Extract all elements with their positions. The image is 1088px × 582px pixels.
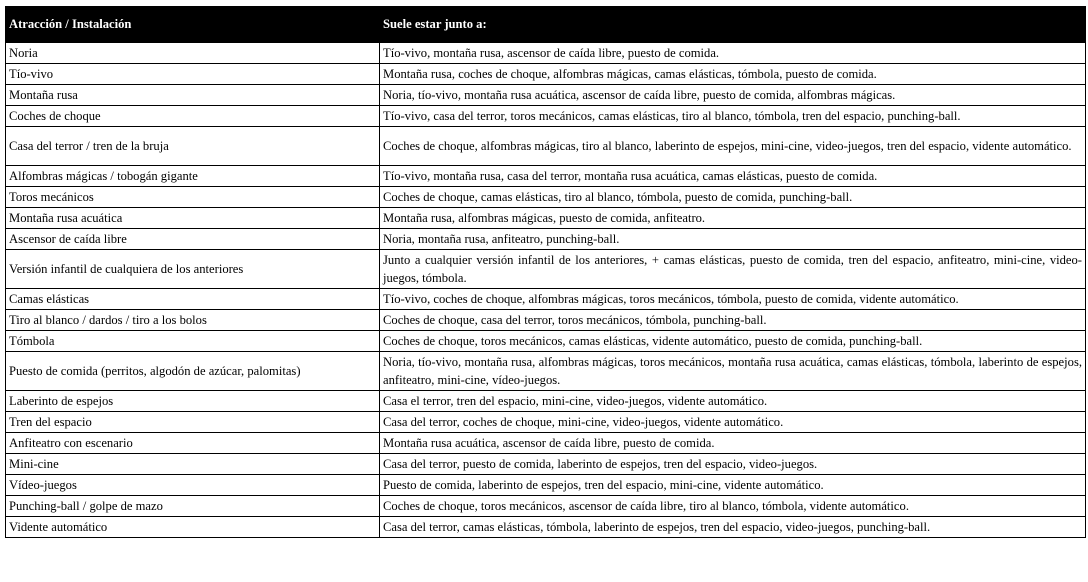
header-row [6,7,1086,43]
table-row [6,496,1086,517]
adjacent-attractions: Coches de choque, camas elásticas, tiro al blanco, tómbola, puesto de comida, punching-ball. [380,187,1086,208]
adjacent-attractions: Coches de choque, alfombras mágicas, tiro al blanco, laberinto de espejos, mini-cine, video-juegos, tren del espacio, vidente automático. [380,127,1086,166]
table-row [6,127,1086,166]
attraction-name: Toros mecánicos [6,187,380,208]
adjacent-attractions: Montaña rusa, alfombras mágicas, puesto de comida, anfiteatro. [380,208,1086,229]
adjacent-attractions: Tío-vivo, casa del terror, toros mecánicos, camas elásticas, tiro al blanco, tómbola, tren del espacio, punching-ball. [380,106,1086,127]
adjacent-attractions: Tío-vivo, coches de choque, alfombras mágicas, toros mecánicos, tómbola, puesto de comida, vidente automático. [380,289,1086,310]
attraction-name: Vidente automático [6,517,380,538]
adjacent-attractions: Casa el terror, tren del espacio, mini-cine, video-juegos, vidente automático. [380,391,1086,412]
table-row [6,517,1086,538]
attraction-name: Tiro al blanco / dardos / tiro a los bolos [6,310,380,331]
adjacent-attractions: Casa del terror, coches de choque, mini-cine, video-juegos, vidente automático. [380,412,1086,433]
table-row [6,454,1086,475]
attraction-name: Alfombras mágicas / tobogán gigante [6,166,380,187]
adjacent-attractions: Casa del terror, puesto de comida, laberinto de espejos, tren del espacio, video-juegos. [380,454,1086,475]
table-row [6,166,1086,187]
adjacent-attractions: Noria, montaña rusa, anfiteatro, punching-ball. [380,229,1086,250]
attraction-name: Tren del espacio [6,412,380,433]
adjacent-attractions: Noria, tío-vivo, montaña rusa, alfombras mágicas, toros mecánicos, montaña rusa acuática, camas elásticas, tómbola, laberinto de espejos, anfiteatro, mini-cine, vídeo-juegos. [380,352,1086,391]
adjacent-attractions: Tío-vivo, montaña rusa, ascensor de caída libre, puesto de comida. [380,43,1086,64]
table-body [6,43,1086,538]
attraction-name: Tío-vivo [6,64,380,85]
attraction-name: Anfiteatro con escenario [6,433,380,454]
attraction-name: Montaña rusa acuática [6,208,380,229]
header-usually-next-to: Suele estar junto a: [380,7,1086,43]
adjacent-attractions: Montaña rusa, coches de choque, alfombras mágicas, camas elásticas, tómbola, puesto de comida. [380,64,1086,85]
attraction-name: Vídeo-juegos [6,475,380,496]
attraction-name: Coches de choque [6,106,380,127]
attractions-table [5,6,1086,538]
table-row [6,289,1086,310]
table-row [6,43,1086,64]
adjacent-attractions: Coches de choque, toros mecánicos, ascensor de caída libre, tiro al blanco, tómbola, vidente automático. [380,496,1086,517]
adjacent-attractions: Casa del terror, camas elásticas, tómbola, laberinto de espejos, tren del espacio, video-juegos, punching-ball. [380,517,1086,538]
attraction-name: Puesto de comida (perritos, algodón de azúcar, palomitas) [6,352,380,391]
attraction-name: Montaña rusa [6,85,380,106]
table-header [6,7,1086,43]
table-row [6,391,1086,412]
attraction-name: Versión infantil de cualquiera de los anteriores [6,250,380,289]
table-row [6,412,1086,433]
adjacent-attractions: Tío-vivo, montaña rusa, casa del terror, montaña rusa acuática, camas elásticas, puesto de comida. [380,166,1086,187]
table-row [6,352,1086,391]
table-row [6,331,1086,352]
attractions-table-container [5,6,1086,538]
table-row [6,250,1086,289]
attraction-name: Mini-cine [6,454,380,475]
attraction-name: Noria [6,43,380,64]
attraction-name: Tómbola [6,331,380,352]
adjacent-attractions: Coches de choque, casa del terror, toros mecánicos, tómbola, punching-ball. [380,310,1086,331]
table-row [6,475,1086,496]
adjacent-attractions: Noria, tío-vivo, montaña rusa acuática, ascensor de caída libre, puesto de comida, alfombras mágicas. [380,85,1086,106]
adjacent-attractions: Puesto de comida, laberinto de espejos, tren del espacio, mini-cine, vidente automático. [380,475,1086,496]
table-row [6,208,1086,229]
adjacent-attractions: Junto a cualquier versión infantil de los anteriores, + camas elásticas, puesto de comida, tren del espacio, anfiteatro, mini-cine, video-juegos, tómbola. [380,250,1086,289]
table-row [6,106,1086,127]
attraction-name: Ascensor de caída libre [6,229,380,250]
table-row [6,310,1086,331]
table-row [6,187,1086,208]
table-row [6,85,1086,106]
table-row [6,229,1086,250]
attraction-name: Casa del terror / tren de la bruja [6,127,380,166]
adjacent-attractions: Montaña rusa acuática, ascensor de caída libre, puesto de comida. [380,433,1086,454]
table-row [6,64,1086,85]
attraction-name: Punching-ball / golpe de mazo [6,496,380,517]
table-row [6,433,1086,454]
header-attraction: Atracción / Instalación [6,7,380,43]
attraction-name: Laberinto de espejos [6,391,380,412]
adjacent-attractions: Coches de choque, toros mecánicos, camas elásticas, vidente automático, puesto de comida, punching-ball. [380,331,1086,352]
attraction-name: Camas elásticas [6,289,380,310]
